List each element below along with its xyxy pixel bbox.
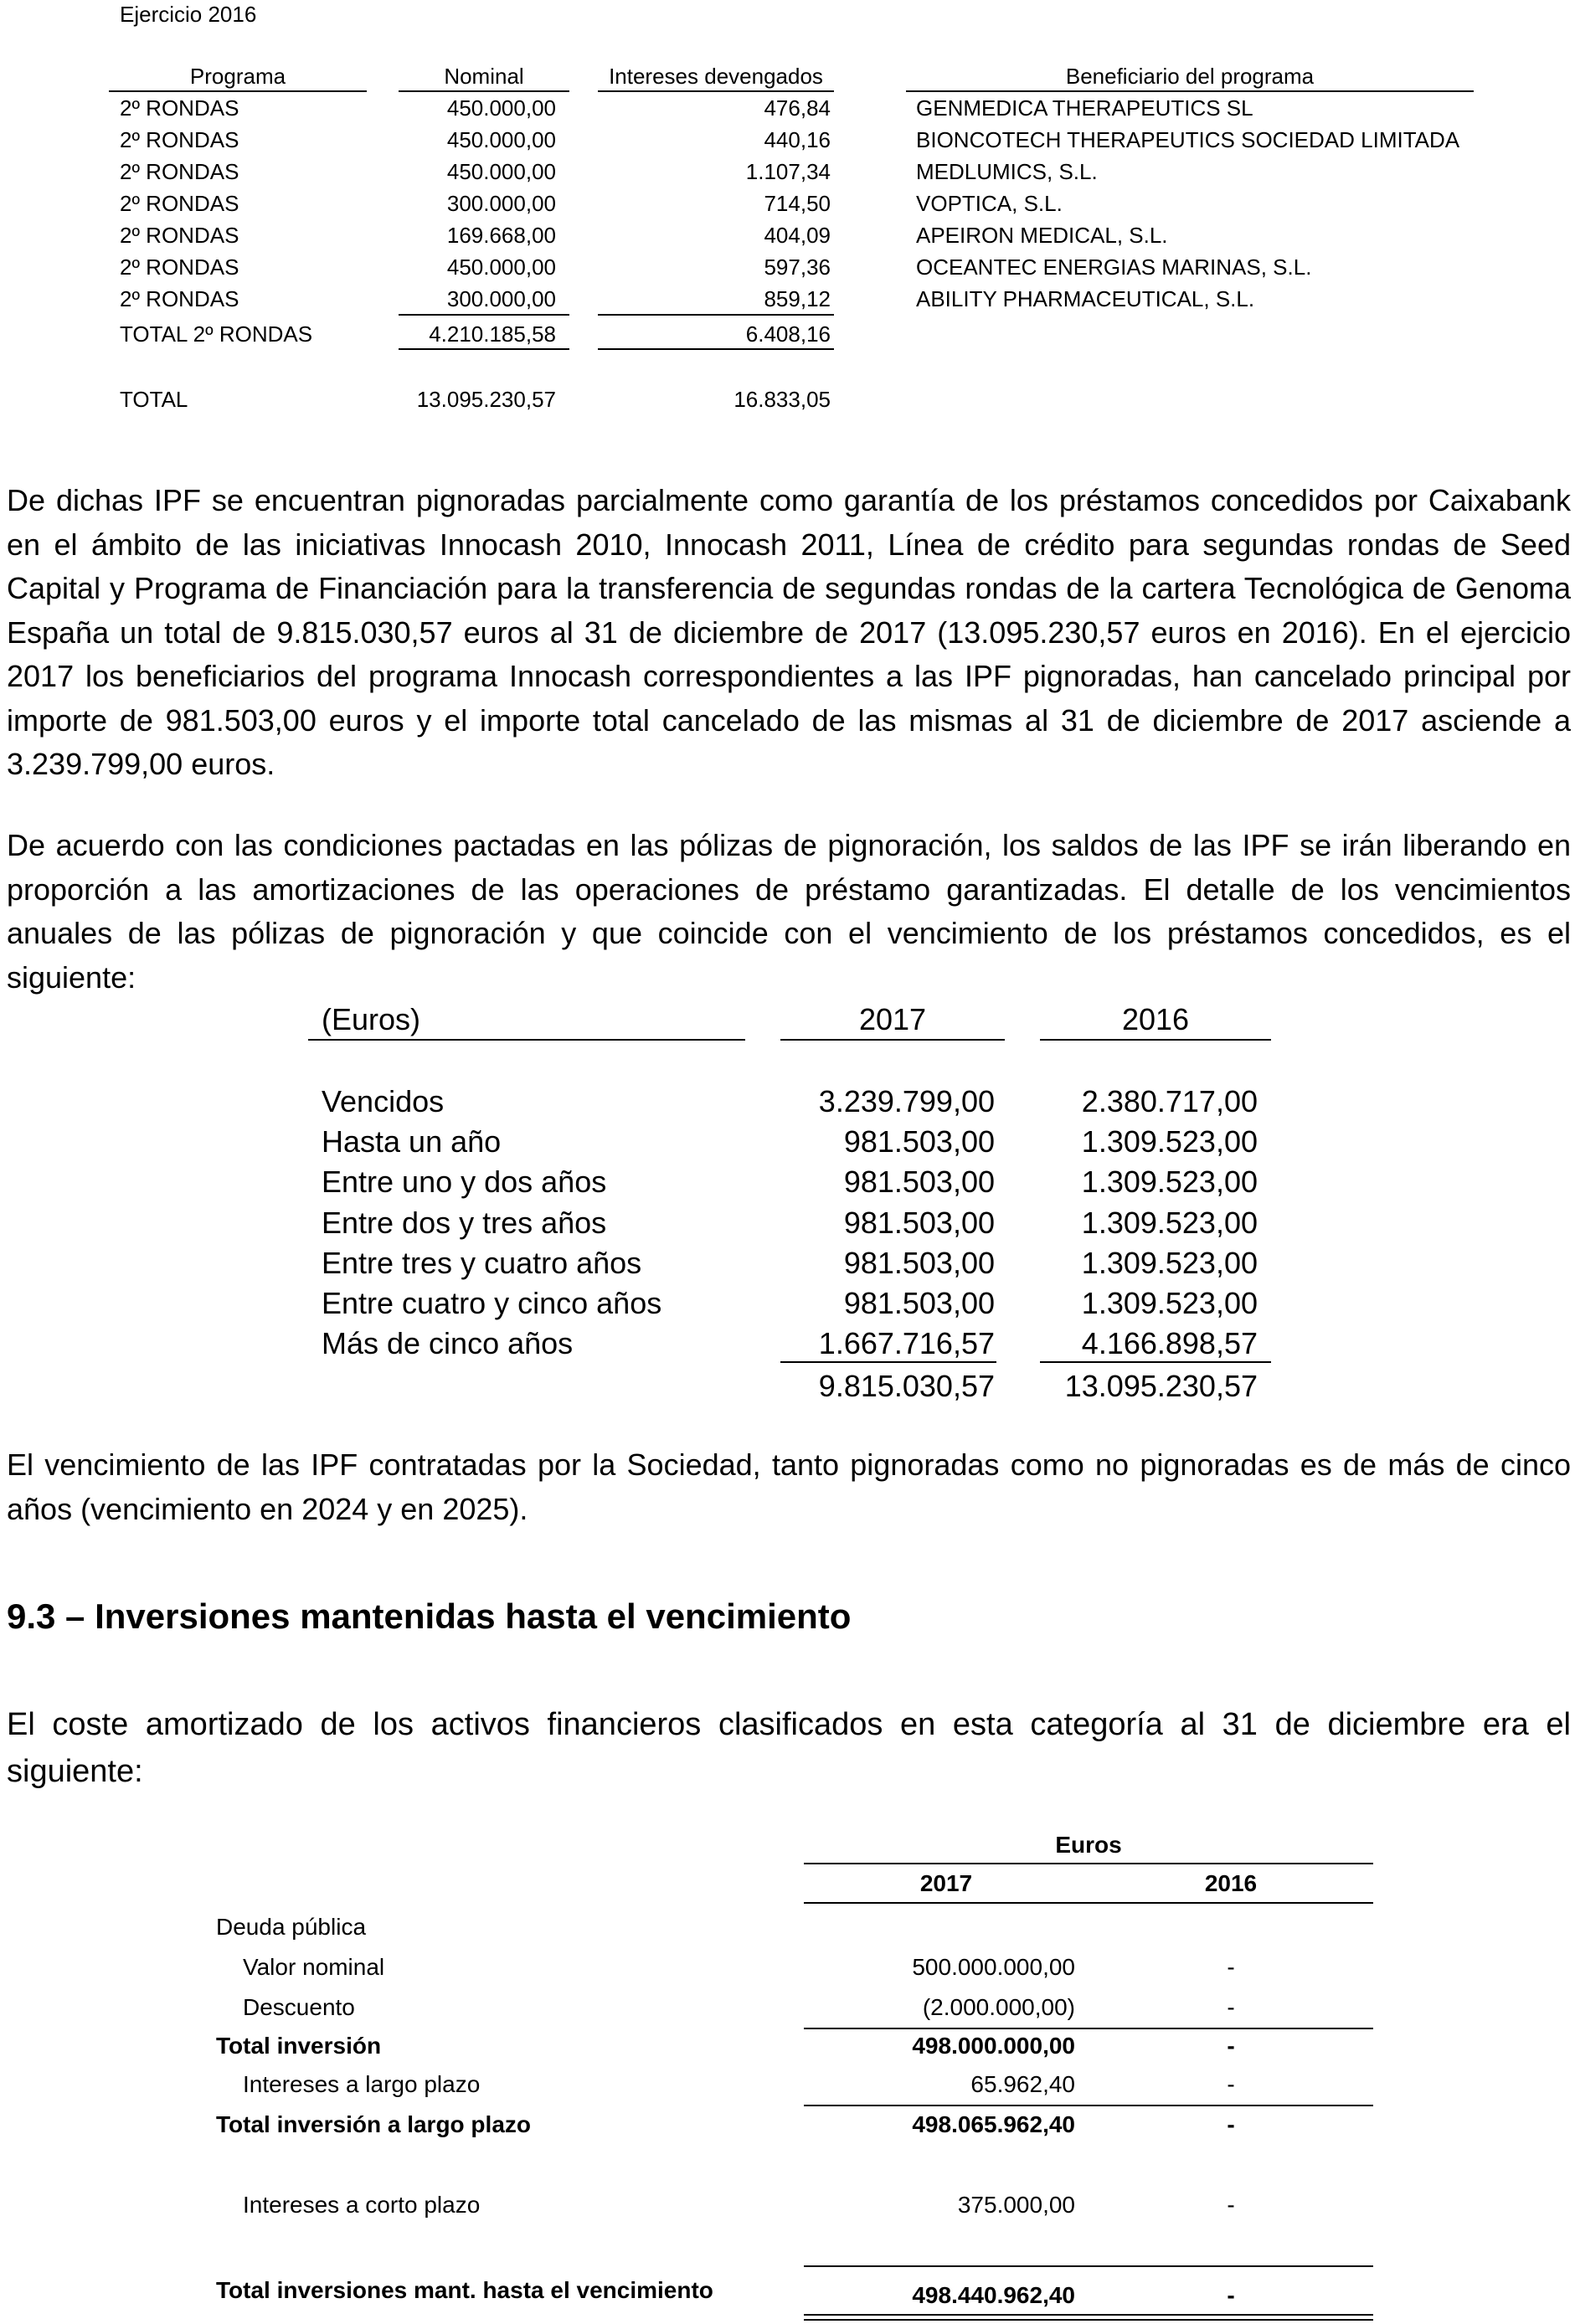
- maturity-row-label: Más de cinco años: [322, 1326, 574, 1361]
- maturity-header-label: (Euros): [322, 1002, 421, 1036]
- table-row-beneficiario: APEIRON MEDICAL, S.L.: [916, 223, 1168, 248]
- header-underline-programa: [109, 90, 367, 92]
- inv-total-lp-2016: -: [1227, 2111, 1235, 2137]
- subtotal-intereses: 6.408,16: [745, 321, 831, 347]
- inv-total-inversion-label: Total inversión: [216, 2033, 382, 2059]
- table-row-programa: 2º RONDAS: [120, 255, 239, 280]
- inv-descuento-2016: -: [1227, 1994, 1235, 2020]
- inv-valor-nominal-2016: -: [1227, 1954, 1235, 1980]
- table-row-nominal: 300.000,00: [446, 286, 556, 311]
- table-row-beneficiario: OCEANTEC ENERGIAS MARINAS, S.L.: [916, 255, 1312, 280]
- inv-descuento-line: [804, 2028, 1373, 2029]
- table-row-programa: 2º RONDAS: [120, 286, 239, 311]
- header-underline-beneficiario: [906, 90, 1474, 92]
- inv-intereses-cp-2017: 375.000,00: [957, 2192, 1075, 2218]
- maturity-row-2016: 2.380.717,00: [1081, 1084, 1258, 1118]
- subtotal-line-intereses: [598, 314, 834, 316]
- subtotal-line-nominal: [399, 314, 569, 316]
- table-row-programa: 2º RONDAS: [120, 95, 239, 121]
- inv-header-2016: 2016: [1204, 1870, 1258, 1896]
- inv-descuento-2017: (2.000.000,00): [922, 1994, 1075, 2020]
- maturity-row-2017: 981.503,00: [843, 1245, 995, 1280]
- header-beneficiario: Beneficiario del programa: [1065, 64, 1315, 89]
- inv-final-double-line-1: [804, 2314, 1373, 2316]
- header-underline-intereses: [598, 90, 834, 92]
- inv-intereses-cp-label: Intereses a corto plazo: [243, 2192, 481, 2218]
- maturity-row-label: Entre dos y tres años: [322, 1205, 607, 1240]
- table-row-beneficiario: ABILITY PHARMACEUTICAL, S.L.: [916, 286, 1255, 311]
- header-intereses: Intereses devengados: [609, 64, 823, 89]
- maturity-header-2016: 2016: [1121, 1002, 1190, 1036]
- table-row-nominal: 450.000,00: [446, 255, 556, 280]
- maturity-row-2017: 981.503,00: [843, 1124, 995, 1159]
- maturity-row-2016: 1.309.523,00: [1081, 1245, 1258, 1280]
- paragraph-condiciones: De acuerdo con las condiciones pactadas en las pólizas de pignoración, los saldos de las IPF se irán liberando en proporción a las amortizaciones de las operaciones de préstamo garantizadas. El detalle de los vencimientos anuales de las pólizas de pignoración y que coincide con el vencimiento de los préstamos concedidos, es el siguiente:: [7, 828, 1571, 995]
- inv-deuda-publica: Deuda pública: [216, 1914, 367, 1940]
- inv-total-final-2016: -: [1227, 2282, 1235, 2308]
- table-row-nominal: 300.000,00: [446, 191, 556, 216]
- table-row-intereses: 1.107,34: [745, 159, 831, 184]
- maturity-header-line-label: [308, 1039, 745, 1041]
- maturity-row-2016: 1.309.523,00: [1081, 1205, 1258, 1240]
- maturity-sum-line-2017: [780, 1361, 996, 1363]
- table-row-beneficiario: BIONCOTECH THERAPEUTICS SOCIEDAD LIMITADA: [916, 127, 1460, 152]
- maturity-row-label: Vencidos: [322, 1084, 445, 1118]
- maturity-total-2017: 9.815.030,57: [818, 1369, 995, 1403]
- table-title: Ejercicio 2016: [120, 2, 257, 27]
- inv-total-inversion-2017: 498.000.000,00: [912, 2033, 1075, 2059]
- subtotal-nominal: 4.210.185,58: [429, 321, 556, 347]
- table-row-intereses: 859,12: [764, 286, 831, 311]
- inv-header-group: Euros: [1055, 1832, 1122, 1858]
- inv-total-lp-2017: 498.065.962,40: [912, 2111, 1075, 2137]
- maturity-total-2016: 13.095.230,57: [1064, 1369, 1258, 1403]
- maturity-header-line-2016: [1040, 1039, 1271, 1041]
- subtotal-underline-intereses: [598, 348, 834, 350]
- header-underline-nominal: [399, 90, 569, 92]
- table-row-beneficiario: MEDLUMICS, S.L.: [916, 159, 1098, 184]
- table-row-programa: 2º RONDAS: [120, 191, 239, 216]
- inv-total-final-label: Total inversiones mant. hasta el vencimiento: [216, 2277, 713, 2303]
- inv-descuento-label: Descuento: [243, 1994, 355, 2020]
- table-row-intereses: 597,36: [764, 255, 831, 280]
- total-intereses: 16.833,05: [733, 387, 831, 412]
- inv-header-line: [804, 1902, 1373, 1904]
- inv-total-inversion-2016: -: [1227, 2033, 1235, 2059]
- paragraph-coste-amortizado: El coste amortizado de los activos financieros clasificados en esta categoría al 31 de diciembre era el siguiente:: [7, 1707, 1571, 1789]
- table-row-nominal: 450.000,00: [446, 159, 556, 184]
- inv-intereses-cp-2016: -: [1227, 2192, 1235, 2218]
- inv-final-double-line-2: [804, 2319, 1373, 2321]
- table-row-programa: 2º RONDAS: [120, 159, 239, 184]
- inv-final-top-line: [804, 2265, 1373, 2267]
- inv-intereses-lp-2017: 65.962,40: [970, 2071, 1075, 2097]
- table-row-nominal: 450.000,00: [446, 95, 556, 121]
- total-label: TOTAL: [120, 387, 188, 412]
- table-row-nominal: 169.668,00: [446, 223, 556, 248]
- total-nominal: 13.095.230,57: [416, 387, 556, 412]
- paragraph-pignoradas: De dichas IPF se encuentran pignoradas parcialmente como garantía de los préstamos concedidos por Caixabank en el ámbito de las iniciativas Innocash 2010, Innocash 2011, Línea de crédito para segundas rondas de Seed Capital y Programa de Financiación para la transferencia de segundas rondas de la cartera Tecnológica de Genoma España un total de 9.815.030,57 euros al 31 de diciembre de 2017 (13.095.230,57 euros en 2016). En el ejercicio 2017 los beneficiarios del programa Innocash correspondientes a las IPF pignoradas, han cancelado principal por importe de 981.503,00 euros y el importe total cancelado de las mismas al 31 de diciembre de 2017 asciende a 3.239.799,00 euros.: [7, 483, 1571, 781]
- inv-header-2017: 2017: [919, 1870, 973, 1896]
- table-row-intereses: 440,16: [764, 127, 831, 152]
- table-row-intereses: 404,09: [764, 223, 831, 248]
- table-row-intereses: 714,50: [764, 191, 831, 216]
- maturity-row-label: Entre uno y dos años: [322, 1165, 607, 1200]
- maturity-row-2017: 3.239.799,00: [818, 1084, 995, 1118]
- subtotal-label: TOTAL 2º RONDAS: [120, 321, 313, 347]
- subtotal-underline-nominal: [399, 348, 569, 350]
- table-row-programa: 2º RONDAS: [120, 127, 239, 152]
- inv-total-final-2017: 498.440.962,40: [912, 2282, 1075, 2308]
- maturity-row-2016: 4.166.898,57: [1081, 1326, 1258, 1361]
- inv-valor-nominal-2017: 500.000.000,00: [912, 1954, 1075, 1980]
- maturity-header-2017: 2017: [858, 1002, 927, 1036]
- maturity-row-2016: 1.309.523,00: [1081, 1124, 1258, 1159]
- section-title: 9.3 – Inversiones mantenidas hasta el vencimiento: [7, 1596, 852, 1636]
- inv-intereses-lp-label: Intereses a largo plazo: [243, 2071, 481, 2097]
- table-row-programa: 2º RONDAS: [120, 223, 239, 248]
- table-row-intereses: 476,84: [764, 95, 831, 121]
- maturity-row-2016: 1.309.523,00: [1081, 1286, 1258, 1320]
- maturity-sum-line-2016: [1040, 1361, 1271, 1363]
- inv-intereses-lp-2016: -: [1227, 2071, 1235, 2097]
- maturity-row-label: Hasta un año: [322, 1124, 502, 1159]
- inv-intereses-lp-line: [804, 2105, 1373, 2106]
- maturity-row-2017: 981.503,00: [843, 1205, 995, 1240]
- maturity-row-2017: 1.667.716,57: [818, 1326, 995, 1361]
- header-programa: Programa: [189, 64, 286, 89]
- table-row-beneficiario: GENMEDICA THERAPEUTICS SL: [916, 95, 1253, 121]
- paragraph-vencimiento: El vencimiento de las IPF contratadas por la Sociedad, tanto pignoradas como no pignoradas es de más de cinco años (vencimiento en 2024 y en 2025).: [7, 1447, 1571, 1526]
- maturity-header-line-2017: [780, 1039, 1005, 1041]
- maturity-row-2017: 981.503,00: [843, 1165, 995, 1200]
- header-nominal: Nominal: [444, 64, 524, 89]
- table-row-nominal: 450.000,00: [446, 127, 556, 152]
- inv-total-lp-label: Total inversión a largo plazo: [216, 2111, 531, 2137]
- inv-valor-nominal-label: Valor nominal: [243, 1954, 385, 1980]
- table-row-beneficiario: VOPTICA, S.L.: [916, 191, 1063, 216]
- maturity-row-2017: 981.503,00: [843, 1286, 995, 1320]
- maturity-row-label: Entre cuatro y cinco años: [322, 1286, 662, 1320]
- inv-header-group-line: [804, 1863, 1373, 1864]
- maturity-row-2016: 1.309.523,00: [1081, 1165, 1258, 1200]
- maturity-row-label: Entre tres y cuatro años: [322, 1245, 642, 1280]
